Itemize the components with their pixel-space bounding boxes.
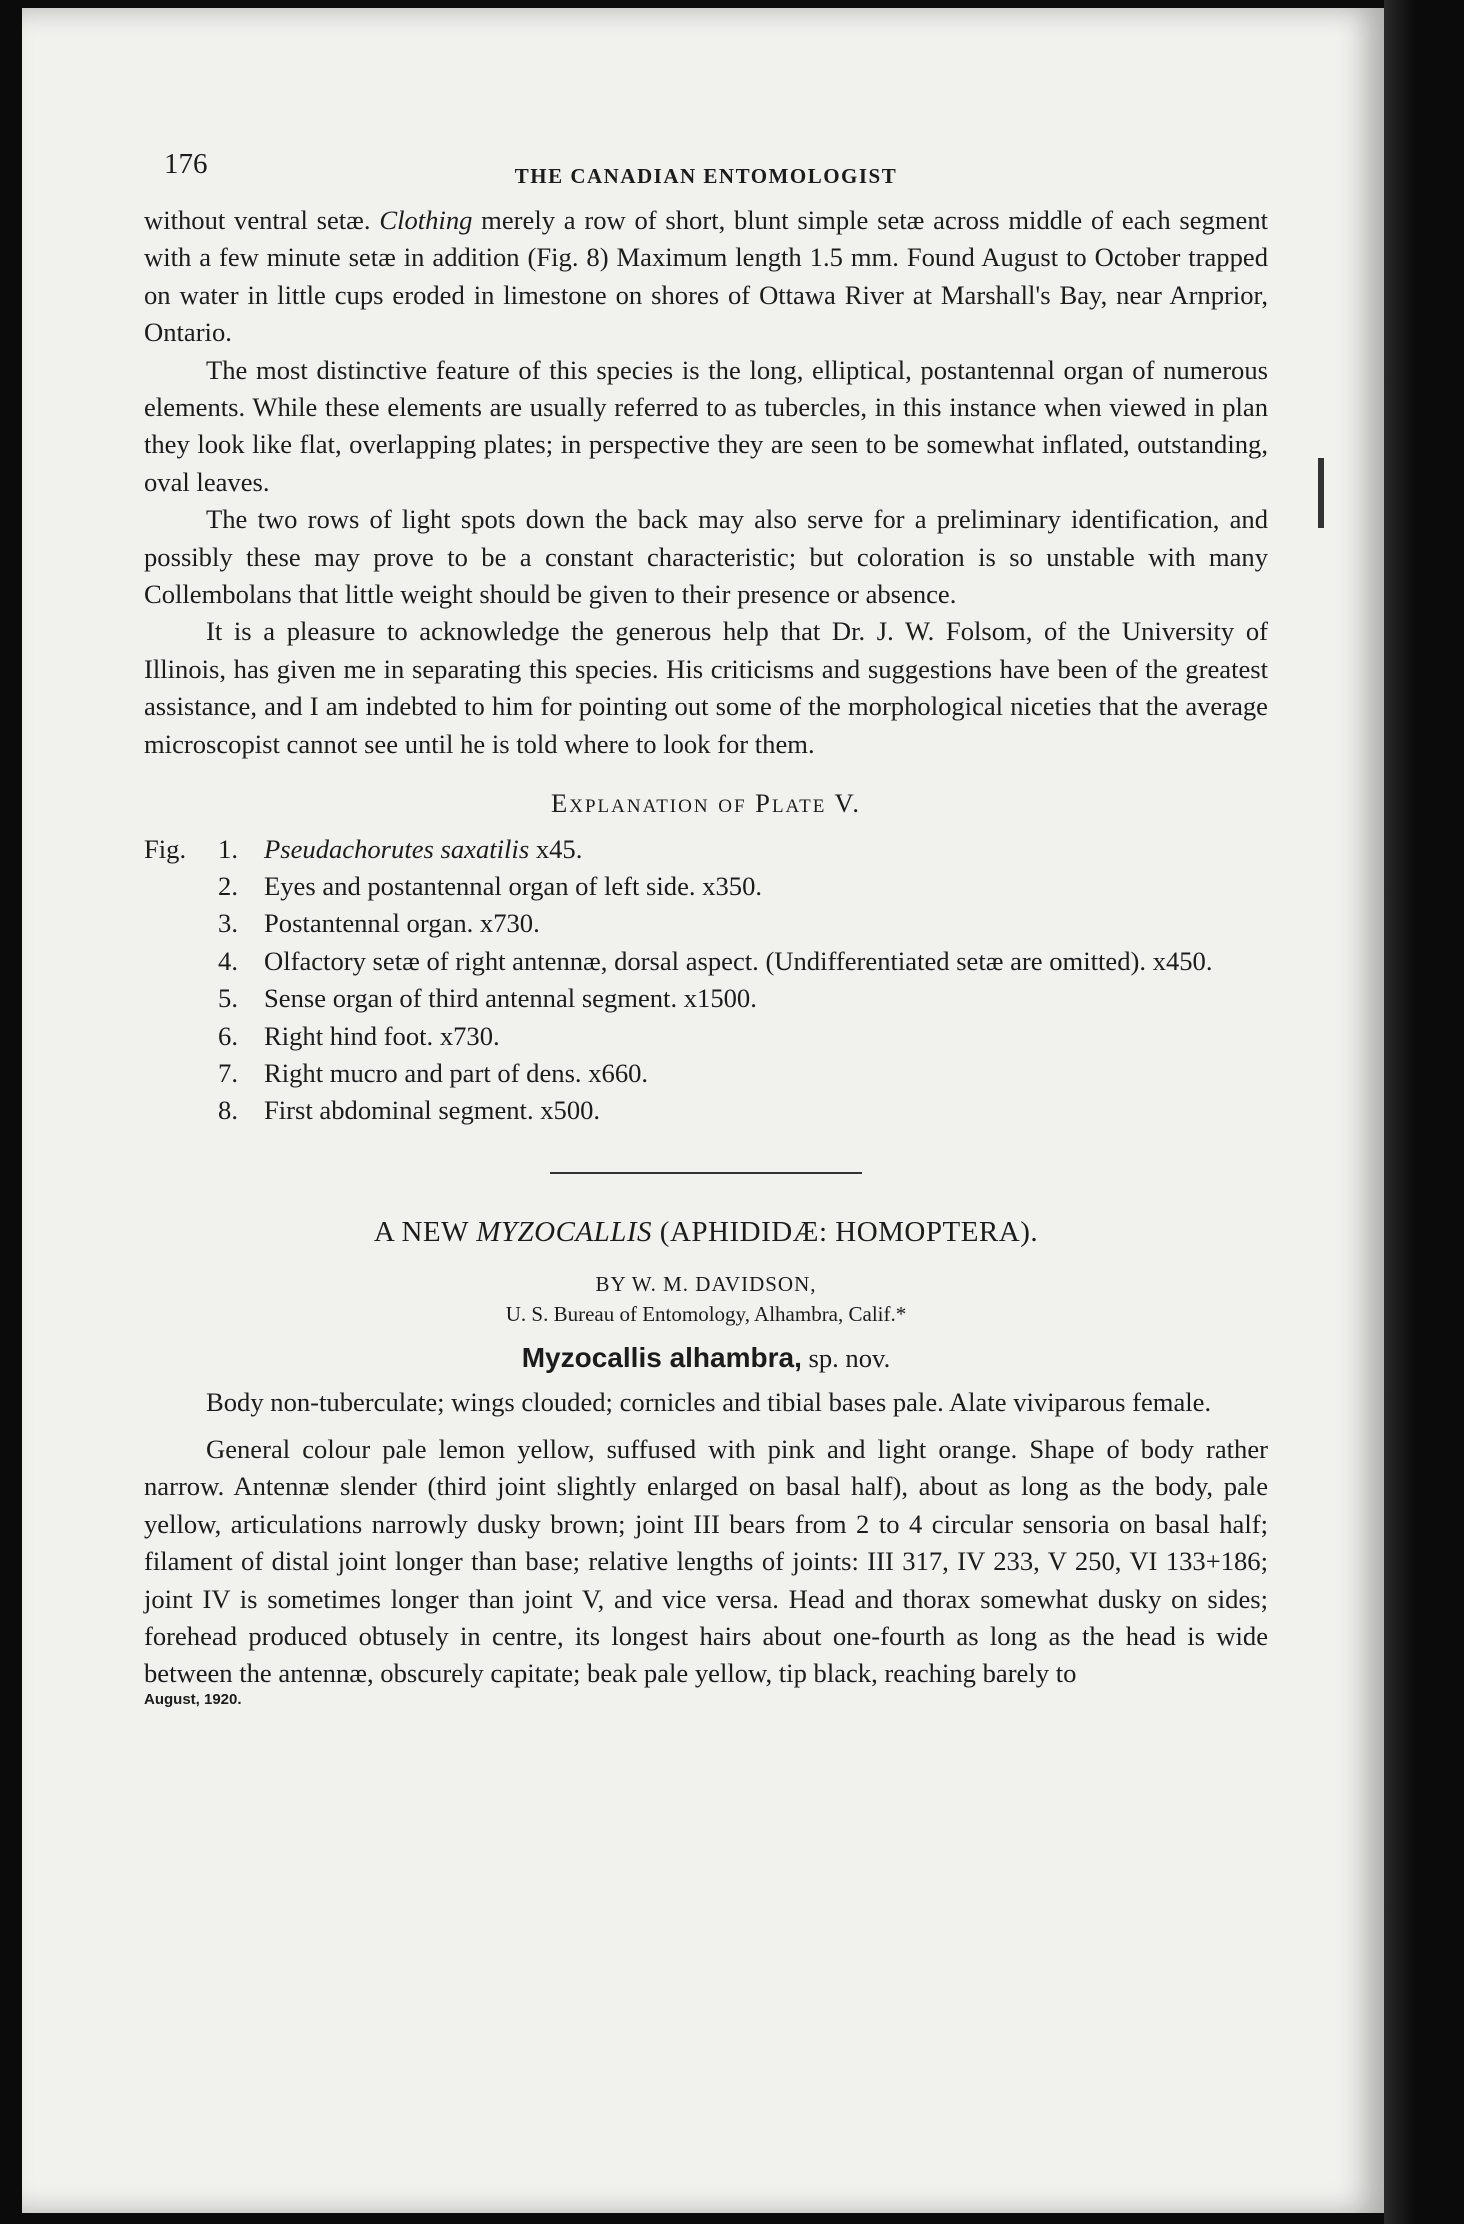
fig-prefix bbox=[144, 980, 192, 1017]
figure-number: 4. bbox=[218, 945, 238, 976]
fig-prefix bbox=[144, 1018, 192, 1055]
body-paragraphs bbox=[144, 202, 1268, 763]
figure-item bbox=[144, 831, 1268, 868]
running-header bbox=[144, 146, 1268, 186]
figure-item bbox=[144, 1018, 1268, 1055]
paragraph-text: without ventral setæ. bbox=[144, 205, 380, 235]
figure-caption: Pseudachorutes saxatilis x45. bbox=[264, 833, 583, 864]
figure-caption: First abdominal segment. x500. bbox=[264, 1095, 601, 1126]
figure-item bbox=[144, 943, 1268, 980]
body-paragraph bbox=[144, 501, 1268, 613]
body-paragraph bbox=[144, 613, 1268, 763]
figure-item bbox=[144, 1055, 1268, 1092]
figure-item bbox=[144, 980, 1268, 1017]
figure-caption: Sense organ of third antennal segment. x1500. bbox=[264, 983, 757, 1014]
body-paragraph bbox=[144, 352, 1268, 502]
document-page bbox=[22, 8, 1384, 2213]
page-content bbox=[144, 146, 1268, 1709]
figure-number: 6. bbox=[218, 1020, 238, 1051]
figure-item bbox=[144, 905, 1268, 942]
author-affiliation: U. S. Bureau of Entomology, Alhambra, Calif.* bbox=[505, 1302, 907, 1327]
paragraph-text: merely a row of short, blunt simple setæ across middle of each segment with a few minute setæ in addition (Fig. 8) Maximum length 1.5 mm. Found August to October trapped on water in little cups eroded in limestone on shores of Ottawa River at Marshall's Bay, near Arnprior, Ontario. bbox=[144, 205, 1269, 348]
figure-item bbox=[144, 868, 1268, 905]
author-byline: BY W. M. DAVIDSON, bbox=[595, 1272, 817, 1297]
article-title: A NEW MYZOCALLIS (APHIDIDÆ: HOMOPTERA). bbox=[373, 1215, 1039, 1248]
fig-prefix bbox=[144, 1055, 192, 1092]
species-italic: Pseudachorutes saxatilis bbox=[264, 833, 530, 864]
issue-date: August, 1920. bbox=[144, 1690, 242, 1708]
figure-number: 8. bbox=[218, 1095, 238, 1126]
article-paragraph: Body non-tuberculate; wings clouded; cornicles and tibial bases pale. Alate viviparous female. bbox=[206, 1386, 1212, 1417]
page-number: 176 bbox=[164, 148, 208, 180]
figure-number: 5. bbox=[218, 983, 238, 1014]
figure-caption: Olfactory setæ of right antennæ, dorsal aspect. (Undifferentiated setæ are omitted). x450. bbox=[264, 945, 1213, 976]
plate-explanation-heading: Explanation of Plate V. bbox=[551, 788, 861, 819]
figure-caption: Right mucro and part of dens. x660. bbox=[264, 1057, 649, 1088]
journal-title: THE CANADIAN ENTOMOLOGIST bbox=[514, 164, 898, 188]
figure-number: 2. bbox=[218, 870, 238, 901]
genus-name: MYZOCALLIS bbox=[476, 1215, 653, 1248]
species-name: Myzocallis alhambra, bbox=[521, 1342, 802, 1374]
page-edge-shadow bbox=[1384, 0, 1414, 2224]
margin-mark bbox=[1318, 458, 1324, 528]
figure-caption: Right hind foot. x730. bbox=[264, 1020, 500, 1051]
species-heading: Myzocallis alhambra, sp. nov. bbox=[521, 1342, 891, 1374]
italic-term: Clothing bbox=[379, 205, 473, 235]
figure-item bbox=[144, 1092, 1268, 1129]
figure-number: 1. bbox=[218, 833, 238, 864]
fig-prefix bbox=[144, 1092, 192, 1129]
figure-number: 3. bbox=[218, 908, 238, 939]
figure-list bbox=[144, 831, 1268, 1130]
article-paragraphs bbox=[144, 1384, 1268, 1693]
section-divider bbox=[550, 1172, 862, 1174]
paragraph-text: It is a pleasure to acknowledge the generous help that Dr. J. W. Folsom, of the University of Illinois, has given me in separating this species. His criticisms and suggestions have been of the greatest assistance, and I am indebted to him for pointing out some of the morphological niceties that the average microscopist cannot see until he is told where to look for them. bbox=[144, 616, 1268, 759]
fig-prefix: Fig. bbox=[144, 833, 187, 864]
fig-prefix bbox=[144, 943, 192, 980]
figure-caption: Eyes and postantennal organ of left side. x350. bbox=[264, 870, 763, 901]
body-paragraph bbox=[144, 202, 1268, 352]
paragraph-text: The two rows of light spots down the back may also serve for a preliminary identification, and possibly these may prove to be a constant characteristic; but coloration is so unstable with many Collembolans that little weight should be given to their presence or absence. bbox=[144, 504, 1268, 610]
figure-caption: Postantennal organ. x730. bbox=[264, 908, 540, 939]
fig-prefix bbox=[144, 868, 192, 905]
figure-number: 7. bbox=[218, 1057, 238, 1088]
paragraph-text: The most distinctive feature of this species is the long, elliptical, postantennal organ of numerous elements. While these elements are usually referred to as tubercles, in this instance when viewed in plan they look like flat, overlapping plates; in perspective they are seen to be somewhat inflated, outstanding, oval leaves. bbox=[144, 354, 1268, 497]
article-paragraph: General colour pale lemon yellow, suffused with pink and light orange. Shape of body rather narrow. Antennæ slender (third joint slightly enlarged on basal half), about as long as the body, pale yellow, articulations narrowly dusky brown; joint III bears from 2 to 4 circular sensoria on basal half; filament of distal joint longer than base; relative lengths of joints: III 317, IV 233, V 250, VI 133+186; joint IV is sometimes longer than joint V, and vice versa. Head and thorax somewhat dusky on sides; forehead produced obtusely in centre, its longest hairs about one-fourth as long as the head is wide between the antennæ, obscurely capitate; beak pale yellow, tip black, reaching barely to bbox=[144, 1433, 1268, 1689]
fig-prefix bbox=[144, 905, 192, 942]
